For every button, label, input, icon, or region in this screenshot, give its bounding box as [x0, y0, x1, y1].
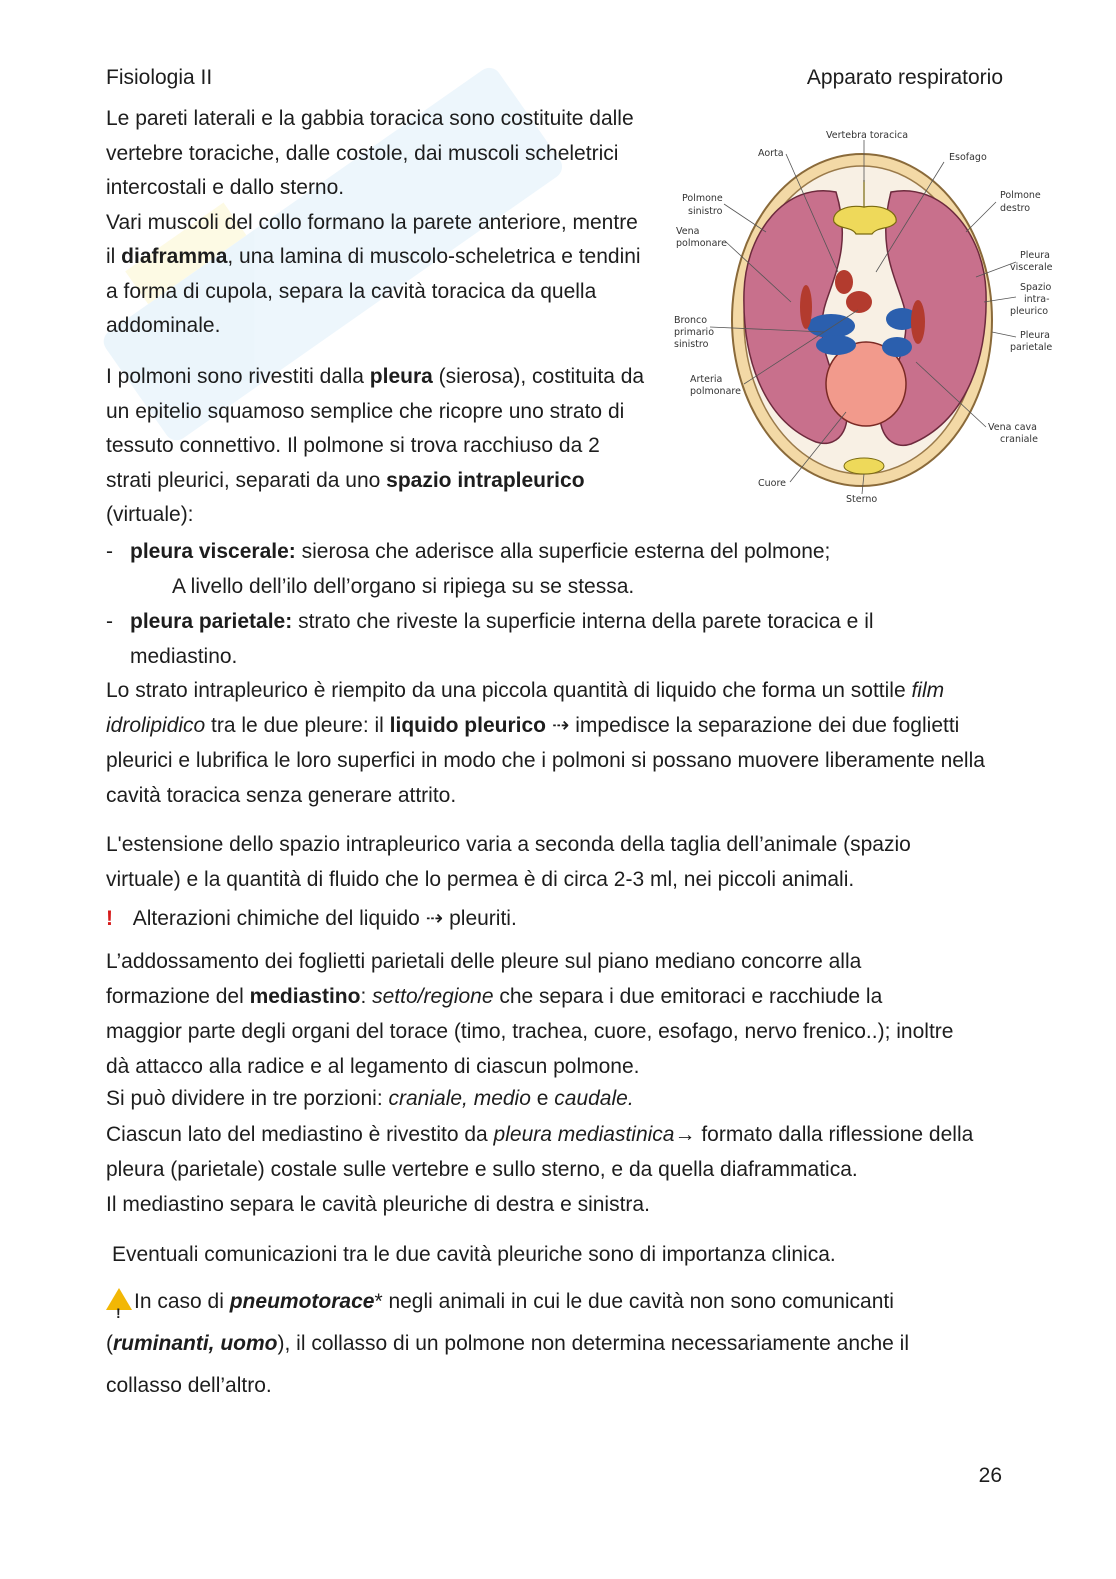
svg-text:Vena cava: Vena cava — [988, 422, 1037, 433]
label-cuore: Cuore — [758, 478, 787, 489]
pleura-paragraph: I polmoni sono rivestiti dalla pleura (sierosa), costituita da un epitelio squamoso semplice che ricopre uno strato di tessuto connettivo. Il polmone si trova racchiuso da 2 strati pleurici, separati da uno spazio intrapleurico (virtuale): — [106, 365, 645, 526]
label-aorta: Aorta — [758, 148, 784, 159]
page-number: 26 — [978, 1464, 1002, 1487]
svg-text:Vena: Vena — [676, 226, 700, 237]
svg-text:Bronco: Bronco — [674, 315, 708, 326]
alert-line: ! Alterazioni chimiche del liquido ⇢ pleuriti. — [106, 901, 991, 936]
svg-text:Polmone: Polmone — [1000, 190, 1041, 201]
svg-text:destro: destro — [1000, 203, 1031, 214]
svg-text:craniale: craniale — [1000, 434, 1038, 445]
label-vertebra: Vertebra toracica — [826, 130, 909, 141]
svg-text:primario: primario — [674, 327, 715, 338]
label-sterno: Sterno — [846, 494, 878, 505]
svg-text:Pleura: Pleura — [1020, 250, 1050, 261]
label-esofago: Esofago — [949, 152, 987, 163]
bullet-subnote: A livello dell’ilo dell’organo si ripiega su se stessa. — [172, 575, 635, 598]
liquid-paragraph: Lo strato intrapleurico è riempito da una piccola quantità di liquido che forma un sottile film idrolipidico tra le due pleure: il liquido pleurico ⇢ impedisce la separazione dei due foglietti pleurici e lubrifica le loro superfici in modo che i polmoni si possano muovere liberamente nella cavità toracica senza generare attrito. — [106, 679, 985, 807]
thorax-cross-section-figure — [666, 122, 1064, 512]
exclamation-icon: ! — [106, 907, 113, 930]
svg-text:sinistro: sinistro — [674, 339, 709, 350]
portions-line: Si può dividere in tre porzioni: craniale, medio e caudale. — [106, 1087, 634, 1110]
term-diaframma: diaframma — [121, 245, 228, 268]
svg-text:parietale: parietale — [1010, 342, 1053, 353]
svg-text:Arteria: Arteria — [690, 374, 723, 385]
mediastino-paragraph: L’addossamento dei foglietti parietali delle pleure sul piano mediano concorre alla formazione del mediastino: setto/regione che separa i due emitoraci e racchiude la maggior parte degli organi del torace (timo, trachea, cuore, esofago, nervo frenico..); inoltre dà attacco alla radice e al legamento di ciascun polmone. — [106, 950, 954, 1078]
comunicazioni-line: Eventuali comunicazioni tra le due cavità pleuriche sono di importanza clinica. — [112, 1243, 836, 1266]
svg-text:intra-: intra- — [1024, 294, 1050, 305]
svg-text:polmonare: polmonare — [690, 386, 741, 397]
svg-text:Spazio: Spazio — [1020, 282, 1052, 293]
svg-text:polmonare: polmonare — [676, 238, 727, 249]
warning-icon: ! — [106, 1288, 132, 1310]
aorta — [835, 270, 853, 294]
svg-text:Polmone: Polmone — [682, 193, 723, 204]
sternum — [844, 458, 884, 474]
svg-text:viscerale: viscerale — [1010, 262, 1053, 273]
lato-paragraph: Ciascun lato del mediastino è rivestito da pleura mediastinica→ formato dalla riflessione della pleura (parietale) costale sulle vertebre e sullo sterno, e da quella diaframmatica. Il mediastino separa le cavità pleuriche di destra e sinistra. — [106, 1123, 974, 1216]
svg-text:Pleura: Pleura — [1020, 330, 1050, 341]
header-topic: Apparato respiratorio — [806, 66, 1003, 89]
header-subject: Fisiologia II — [106, 66, 213, 89]
svg-text:sinistro: sinistro — [688, 206, 723, 217]
intro-paragraph: Le pareti laterali e la gabbia toracica sono costituite dalle vertebre toraciche, dalle costole, dai muscoli scheletrici intercostali e dallo sterno. Vari muscoli del collo formano la parete anteriore, mentre il diaframma, una lamina di muscolo-scheletrica e tendini a forma di cupola, separa la cavità toracica da quella addominale. — [106, 107, 641, 337]
extension-paragraph: L'estensione dello spazio intrapleurico varia a seconda della taglia dell’animale (spazio virtuale) e la quantità di fluido che lo permea è di circa 2-3 ml, nei piccoli animali. — [106, 833, 911, 891]
pneumotorace-paragraph: ! In caso di pneumotorace* negli animali in cui le due cavità non sono comunicanti (ruminanti, uomo), il collasso di un polmone non determina necessariamente anche il collasso dell’altro. — [106, 1290, 910, 1397]
svg-text:pleurico: pleurico — [1010, 306, 1049, 317]
